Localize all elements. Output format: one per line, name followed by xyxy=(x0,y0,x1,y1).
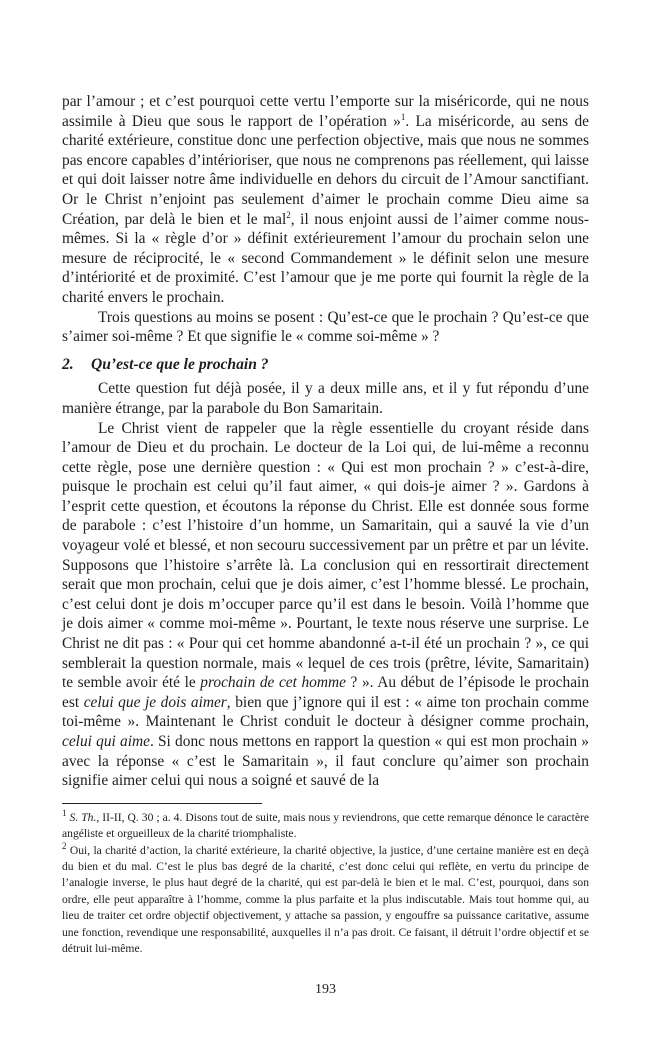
footnote-1 xyxy=(62,807,589,843)
footnote-text: Oui, la charité d’action, la charité extérieure, la charité objective, la justice, d’une certaine manière est en deçà du bien et du mal. C’est le plus bas degré de la charité, c’est donc celui qui reflète, en vertu du principe de l’analogie inverse, le plus haut degré de la charité, qui est par-delà le bien et le mal. C’est, pourquoi, dans son ordre, elle peut apparaître à l’homme, comme la plus parfaite et la plus indiscutable. Mais tout homme qui, au lieu de traiter cet ordre objectif objectivement, y attache sa passion, y engouffre sa puissance caritative, assume une fonction, revendique une responsabilité, auxquelles il n’a pas droit. Ce faisant, il détruit l’ordre objectif et se détruit lui-même. xyxy=(62,843,589,956)
paragraph: Trois questions au moins se posent : Qu’est-ce que le prochain ? Qu’est-ce que s’aimer soi-même ? Et que signifie le « comme soi-même » ? xyxy=(62,308,589,346)
text: , bien que j’ignore qui il est : « aime ton prochain comme toi-même ». Maintenant le Christ conduit le docteur à désigner comme prochain, xyxy=(62,693,589,731)
emphasis: S. Th. xyxy=(69,810,97,824)
text: par l’amour ; et c’est pourquoi cette vertu l’emporte sur la miséricorde, qui ne nous assimile à Dieu que sous le rapport de l’opération » xyxy=(62,93,589,130)
footnote-text: , II-II, Q. 30 ; a. 4. Disons tout de suite, mais nous y reviendrons, que cette remarque dénonce le caractère angéliste et orgueilleux de la charité triomphaliste. xyxy=(62,810,589,841)
emphasis: prochain de cet homme xyxy=(200,674,346,692)
emphasis: celui qui aime xyxy=(62,733,150,750)
paragraph xyxy=(62,419,589,791)
paragraph: Cette question fut déjà posée, il y a deux mille ans, et il y fut répondu d’une manière étrange, par la parabole du Bon Samaritain. xyxy=(62,380,589,417)
text: Le Christ vient de rappeler que la règle essentielle du croyant réside dans l’amour de Dieu et du prochain. Le docteur de la Loi qui, de lui-même a reconnu cette règle, pose une dernière question : « Qui est mon prochain ? » c’est-à-dire, puisque le prochain est celui qu’il faut aimer, « qui dois-je aimer ? ». Gardons à l’esprit cette question, et écoutons la réponse du Christ. Elle est donnée sous forme de parabole : c’est l’histoire d’un homme, un Samaritain, qui a sauvé la vie d’un voyageur volé et blessé, et non secouru successivement par un prêtre et par un lévite. Supposons que l’histoire s’arrête là. La conclusion qui en ressortirait directement serait que mon prochain, celui que je dois aimer, c’est l’homme blessé. Le prochain, c’est celui dont je dois m’occuper parce qu’il est dans le besoin. Voilà l’homme que je dois aimer « comme moi-même ». Pourtant, le texte nous réserve une surprise. Le Christ ne dit pas : « Pour qui cet homme abandonné a-t-il été un prochain ? », ce qui semblerait la question normale, mais « lequel de ces trois (prêtre, lévite, Samaritain) te semble avoir été le xyxy=(62,419,589,692)
paragraph xyxy=(62,92,589,308)
text: , il nous enjoint aussi de l’aimer comme nous-mêmes. Si la « règle d’or » définit extérieurement l’amour du prochain selon une mesure de réciprocité, le « second Commandement » le définit selon une mesure d’intériorité et de proximité. C’est l’amour que je me porte qui fournit la règle de la charité envers le prochain. xyxy=(62,210,589,306)
section-title: Qu’est-ce que le prochain ? xyxy=(91,355,269,373)
section-heading xyxy=(62,355,589,375)
page-number: 193 xyxy=(315,982,336,998)
footnote-number: 1 xyxy=(62,807,67,818)
text: ? ». Au début de l’épisode le prochain est xyxy=(62,674,590,711)
footnote-ref-1[interactable]: 1 xyxy=(400,111,406,122)
emphasis: celui que je dois aimer xyxy=(83,693,227,711)
footnote-ref-2[interactable]: 2 xyxy=(286,209,291,220)
text: . La miséricorde, au sens de charité extérieure, constitue donc une perfection objective, mais que nous ne sommes pas encore capables d’intérioriser, que nous ne comprenons pas réellement, qui laisse et qui doit laisser notre âme individuelle en dehors du circuit de l’Amour sanctifiant. Or le Christ n’enjoint pas seulement d’aimer le prochain comme Dieu aime sa Création, par delà le bien et le mal xyxy=(62,112,590,228)
footnote-2 xyxy=(62,840,589,958)
text: . Si donc nous mettons en rapport la question « qui est mon prochain » avec la réponse « c’est le Samaritain », il faut conclure qu’aimer son prochain signifie aimer celui qui nous a soigné et sauvé de la xyxy=(62,733,589,790)
body-text xyxy=(62,92,589,791)
footnote-divider xyxy=(62,803,262,804)
section-number: 2. xyxy=(62,355,74,373)
footnote-number: 2 xyxy=(62,840,67,851)
footnotes xyxy=(62,807,589,958)
